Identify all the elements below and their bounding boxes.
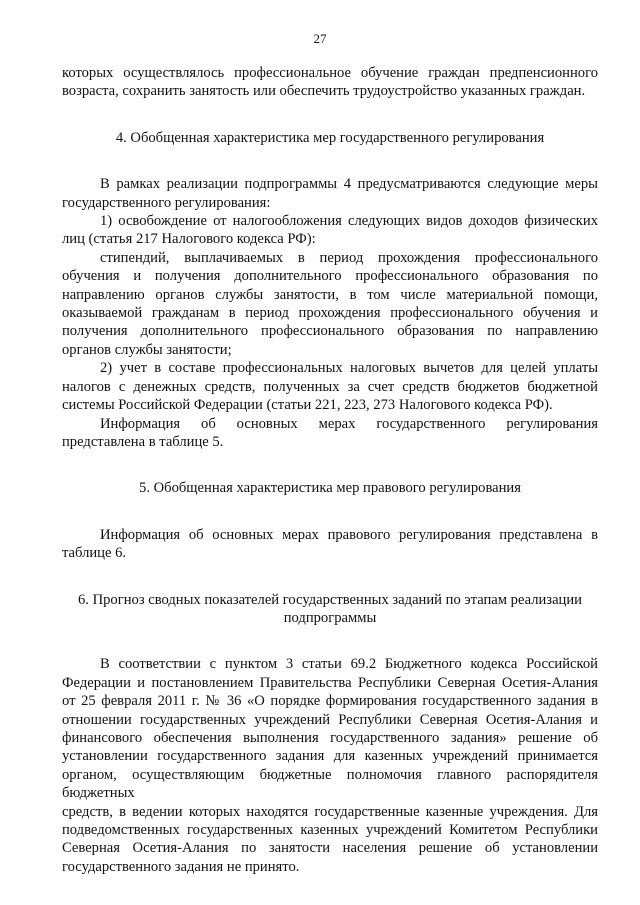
paragraph-tax-exemption: 1) освобождение от налогообложения следующих видов доходов физических лиц (статья 217 Налогового кодекса РФ): xyxy=(62,213,598,248)
paragraph-stipends: стипендий, выплачиваемых в период прохождения профессионального обучения и получения дополнительного профессионального образования по направлению органов службы занятости, в том числе материальной помощи, оказываемой гражданам в период прохождения профессионального обучения и получения дополнительного профессионального образования по направлению органов службы занятости; xyxy=(62,249,598,358)
paragraph-state-task: средств, в ведении которых находятся государственные казенные учреждения. Для подведомственных государственных казенных учреждений Комитетом Республики Северная Осетия-Алания по занятости населения решение об установлении государственного задания не принято. xyxy=(62,803,598,875)
paragraph-tax-deductions: 2) учет в составе профессиональных налоговых вычетов для целей уплаты налогов с денежных средств, полученных за счет средств бюджетов бюджетной системы Российской Федерации (статьи 221, 223, 273 Налогового кодекса РФ). xyxy=(62,360,598,414)
paragraph-measures-intro: В рамках реализации подпрограммы 4 предусматриваются следующие меры государственного регулирования: xyxy=(62,176,598,211)
paragraph-table6-ref: Информация об основных мерах правового регулирования представлена в таблице 6. xyxy=(62,526,598,562)
section-heading-6-line2: подпрограммы xyxy=(283,609,377,626)
paragraph-continuation: которых осуществлялось профессиональное обучение граждан предпенсионного возраста, сохранить занятость или обеспечить трудоустройство указанных граждан. xyxy=(62,65,598,100)
section-heading-4: 4. Обобщенная характеристика мер государственного регулирования xyxy=(115,129,545,146)
section-heading-5: 5. Обобщенная характеристика мер правового регулирования xyxy=(139,480,521,497)
page-number: 27 xyxy=(313,31,327,46)
section-heading-6-line1: 6. Прогноз сводных показателей государственных заданий по этапам реализации xyxy=(78,591,582,608)
paragraph-budget-code: В соответствии с пунктом 3 статьи 69.2 Бюджетного кодекса Российской Федерации и постановлением Правительства Республики Северная Осетия-Алания от 25 февраля 2011 г. № 36 «О порядке формирования государственного задания в отношении государственных учреждений Республики Северная Осетия-Алания и финансового обеспечения выполнения государственного задания» решение об установлении государственного задания для казенных учреждений принимается органом, осуществляющим бюджетные полномочия главного распорядителя бюджетных xyxy=(62,656,598,802)
page-body xyxy=(62,64,598,876)
paragraph-table5-ref: Информация об основных мерах государственного регулирования представлена в таблице 5. xyxy=(62,415,598,450)
